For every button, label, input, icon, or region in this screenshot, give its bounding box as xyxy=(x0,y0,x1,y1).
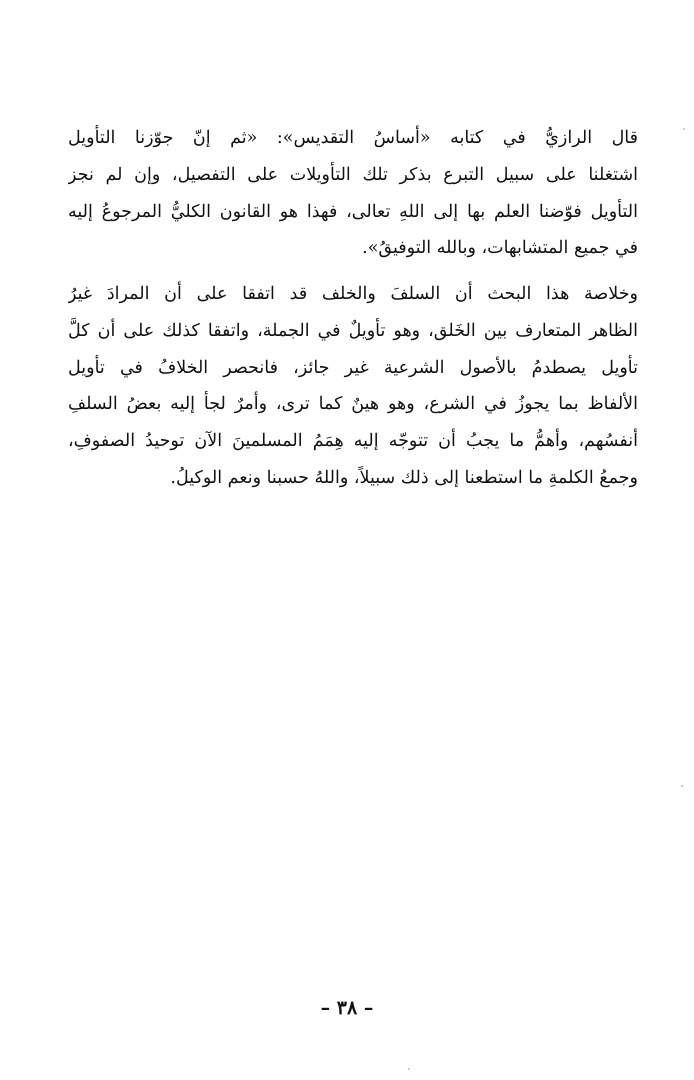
text-line: التأويل فوّضنا العلم بها إلى اللهِ تعالى، فهذا هو القانون الكليُّ المرجوعُ إليه xyxy=(68,201,638,222)
text-line: أنفسُهم، وأهمُّ ما يجبُ أن تتوجّه إليه هِمَمُ المسلمينَ الآن توحيدُ الصفوفِ، xyxy=(68,431,638,452)
text-line: الظاهر المتعارف بين الخَلق، وهو تأويلٌ في الجملة، واتفقا كذلك على أن كلَّ xyxy=(68,320,638,341)
text-line: في جميع المتشابهات، وبالله التوفيقُ». xyxy=(362,238,638,259)
text-line: وخلاصة هذا البحث أن السلفَ والخلف قد اتفقا على أن المرادَ غيرُ xyxy=(68,284,638,304)
text-line: وجمعُ الكلمةِ ما استطعنا إلى ذلك سبيلاً، واللهُ حسبنا ونعم الوكيلُ. xyxy=(170,467,638,488)
scan-speck xyxy=(681,785,683,787)
paragraph-conclusion xyxy=(68,276,638,497)
text-line: قال الرازيُّ في كتابه «أساسُ التقديس»: «ثم إنّ جوّزنا التأويل xyxy=(68,128,638,148)
text-line: تأويل يصطدمُ بالأصول الشرعية غير جائز، فانحصر الخلافُ في تأويل xyxy=(68,357,638,378)
scan-speck xyxy=(408,1068,410,1070)
text-line: الألفاظ بما يجوزُ في الشرع، وهو هينٌ كما ترى، وأمرٌ لجأ إليه بعضُ السلفِ xyxy=(68,394,638,415)
text-line: اشتغلنا على سبيل التبرع بذكر تلك التأويلات على التفصيل، وإن لم نجز xyxy=(68,164,638,185)
paragraph-razi-quote xyxy=(68,120,638,267)
page-number: – ٣٨ – xyxy=(320,997,374,1019)
scan-speck xyxy=(683,128,685,130)
